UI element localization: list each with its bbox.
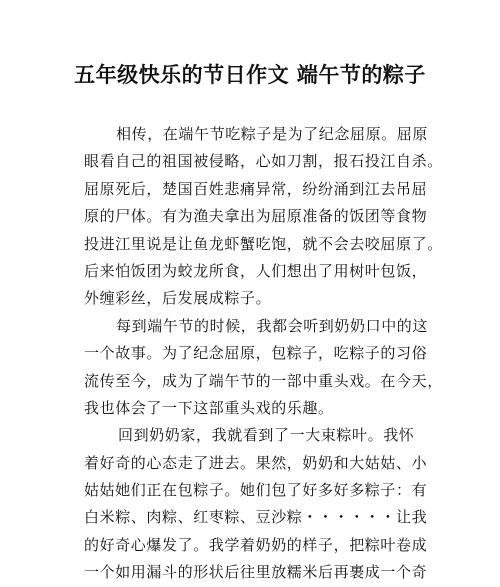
text-line: 相传，在端午节吃粽子是为了纪念屈原。屈原 <box>116 125 429 143</box>
text-line: 屈原死后，楚国百姓悲痛异常，纷纷涌到江去吊屈 <box>84 179 428 198</box>
text-line: 回到奶奶家，我就看到了一大束粽叶。我怀 <box>118 426 415 445</box>
text-line: 外缠彩丝，后发展成粽子。 <box>84 289 272 308</box>
text-line: 后来怕饭团为蛟龙所食，人们想出了用树叶包饭， <box>84 261 428 280</box>
paragraph-1 <box>84 121 444 313</box>
text-line: 的好奇心爆发了。我学着奶奶的样子，把粽叶卷成 <box>84 535 428 554</box>
article-title: 五年级快乐的节日作文 端午节的粽子 <box>74 63 426 87</box>
text-line: 一个故事。为了纪念屈原，包粽子，吃粽子的习俗 <box>84 344 428 363</box>
text-line: 白米粽、肉粽、红枣粽、豆沙粽・・・・・・让我 <box>84 508 428 527</box>
text-line: 我也体会了一下这部重头戏的乐趣。 <box>84 398 334 417</box>
paragraph-3 <box>84 422 444 586</box>
text-line: 眼看自己的祖国被侵略，心如刀割，报石投江自杀。 <box>84 152 443 171</box>
text-line: 着好奇的心态走了进去。果然，奶奶和大姑姑、小 <box>84 453 428 472</box>
text-line: 原的尸体。有为渔夫拿出为屈原准备的饭团等食物 <box>84 207 428 226</box>
text-line: 流传至今，成为了端午节的一部中重头戏。在今天， <box>84 371 443 390</box>
article-body <box>84 121 444 587</box>
text-line: 投进江里说是让鱼龙虾蟹吃饱，就不会去咬屈原了。 <box>84 234 443 253</box>
text-line: 每到端午节的时候，我都会听到奶奶口中的这 <box>116 316 429 335</box>
text-line: 一个如用漏斗的形状后往里放糯米后再裹成一个奇 <box>84 563 428 582</box>
paragraph-2 <box>84 313 444 423</box>
text-line: 姑姑她们正在包粽子。她们包了好多好多粽子：有 <box>84 481 428 500</box>
